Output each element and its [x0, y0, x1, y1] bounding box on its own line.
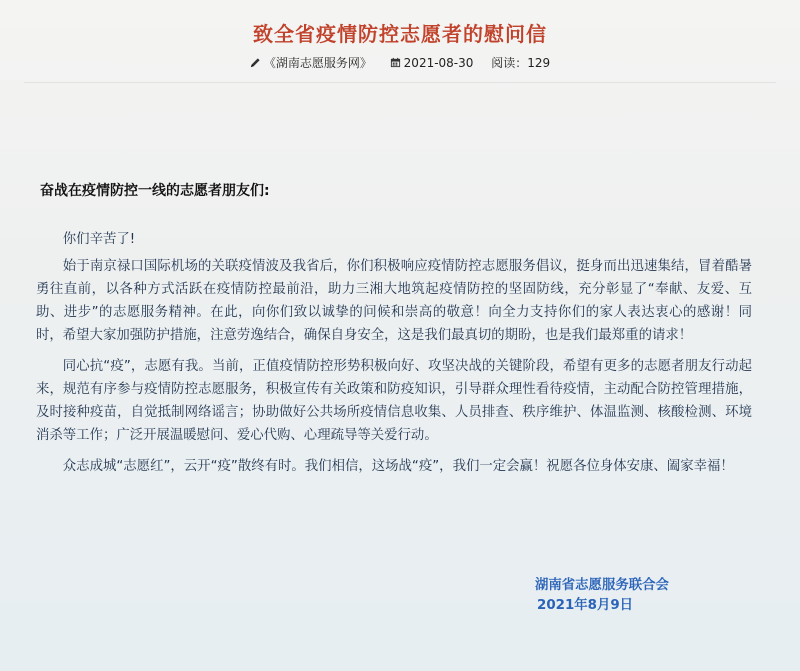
meta-views — [491, 54, 550, 71]
calendar-icon — [390, 57, 401, 68]
meta-source-text[interactable]: 《湖南志愿服务网》 — [263, 56, 372, 70]
paragraph: 众志成城“志愿红”，云开“疫”散终有时。我们相信，这场战“疫”，我们一定会赢！祝愿各位身体安康、阖家幸福！ — [62, 459, 734, 474]
letter-body — [36, 228, 752, 486]
signature-date: 2021年8月9日 — [537, 598, 634, 613]
letter-salutation: 奋战在疫情防控一线的志愿者朋友们: — [40, 183, 270, 199]
header-divider — [24, 82, 776, 83]
meta-date-text: 2021-08-30 — [403, 56, 474, 70]
paragraph: 同心抗“疫”，志愿有我。当前，正值疫情防控形势积极向好、攻坚决战的关键阶段，希望有更多的志愿者朋友行动起来，规范有序参与疫情防控志愿服务，积极宣传有关政策和防疫知识，引导群众理性看待疫情，主动配合防控管理措施，及时接种疫苗，自觉抵制网络谣言；协助做好公共场所疫情信息收集、人员排查、秩序维护、体温监测、核酸检测、环境消杀等工作；广泛开展温暖慰问、爱心代购、心理疏导等关爱行动。 — [36, 359, 752, 443]
meta-source[interactable] — [250, 54, 372, 71]
paragraph: 始于南京禄口国际机场的关联疫情波及我省后，你们积极响应疫情防控志愿服务倡议，挺身而出迅速集结，冒着酷暑勇往直前，以各种方式活跃在疫情防控最前沿，助力三湘大地筑起疫情防控的坚固防线，充分彰显了“奉献、友爱、互助、进步”的志愿服务精神。在此，向你们致以诚挚的问候和崇高的敬意！向全力支持你们的家人表达衷心的感谢！同时，希望大家加强防护措施，注意劳逸结合，确保自身安全，这是我们最真切的期盼，也是我们最郑重的请求！ — [36, 259, 752, 343]
article-meta — [0, 54, 800, 71]
letter-signature — [535, 576, 669, 616]
pencil-icon — [250, 57, 261, 68]
paragraph: 你们辛苦了! — [62, 232, 136, 247]
meta-views-count: 129 — [527, 56, 551, 70]
article-title: 致全省疫情防控志愿者的慰问信 — [253, 22, 547, 46]
meta-views-label: 阅读： — [491, 56, 528, 70]
meta-date — [390, 56, 474, 70]
signature-org: 湖南省志愿服务联合会 — [535, 578, 669, 593]
